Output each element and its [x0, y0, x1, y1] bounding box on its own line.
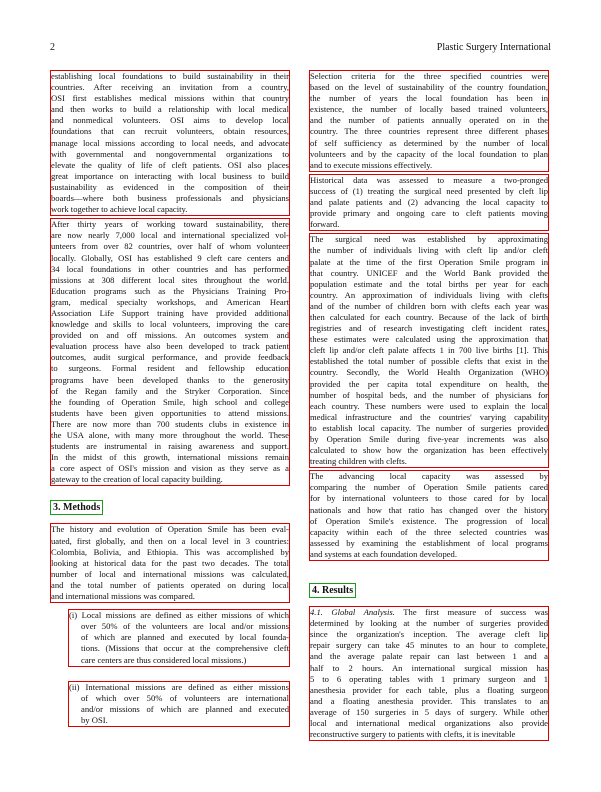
paragraph-growth [50, 218, 290, 486]
paragraph-historical-data [309, 174, 549, 231]
text-line: assessed by examining the establishment of local programs [310, 537, 548, 548]
text-line: these estimates were calculated using the approximation that [310, 334, 548, 345]
text-line: tions. (Missions that occur at the comprehensive cleft [81, 643, 289, 654]
text-line: In the midst of this growth, international missions remain [51, 452, 289, 463]
text-line: by Operation Smile during five-year increments was also [310, 434, 548, 444]
text-line: and of the number of children born with clefts each year was [310, 300, 548, 311]
text-line: Historical data was assessed to measure a two-pronged [310, 174, 548, 185]
text-line: success of (1) treating the surgical need presented by cleft lip [310, 185, 548, 196]
text-line: elevate the quality of life of cleft patients. OSI also places [51, 159, 289, 170]
text-line: existence, the number of locally based trained volunteers, [310, 104, 548, 115]
text-line: registries and of research investigating cleft incident rates, [310, 323, 548, 334]
paragraph-local-capacity [309, 470, 549, 561]
text-line: the number of individuals living with cleft lip and/or cleft [310, 245, 548, 256]
text-line: to establish local capacity. The number of surgeries provided [310, 422, 548, 433]
text-line: of which over 50% of volunteers are international [81, 692, 289, 703]
text-line: for by international volunteers to those cared for by local [310, 493, 548, 504]
subsection-lead-text: The first measure of success was [403, 607, 548, 618]
text-line: treating children with clefts. [310, 456, 407, 467]
list-item-international-missions [68, 681, 290, 727]
text-line: and the number of patients annually operated on in the [310, 115, 548, 126]
text-line: foundations that can recruit volunteers, obtain resources, [51, 126, 289, 137]
text-line: a core aspect of OSI's mission and vision as they serve as a [51, 463, 289, 474]
text-line: medical infrastructure and the countries' varying capability [310, 411, 548, 422]
right-column [309, 70, 549, 743]
text-line: palate at the time of the first Operation Smile program in [310, 256, 548, 267]
text-line: with governmental and nongovernmental organizations to [51, 148, 289, 159]
text-line: gram, medical specialty workshops, and American Heart [51, 296, 289, 307]
text-line: uated, first globally, and then on a local level in 3 countries: [51, 535, 289, 546]
text-line: cleft lip and/or cleft palate affects 1 in 700 live births [1]. This [310, 345, 548, 356]
methods-heading: 3. Methods [50, 500, 103, 515]
text-line: provided on and off missions. An outcomes system and [51, 330, 289, 341]
text-line: and/or missions of which are planned and executed [81, 703, 289, 714]
text-line: establishing local foundations to build sustainability in their [51, 71, 289, 81]
text-line: great importance on interacting with local business to build [51, 170, 289, 181]
text-line: volunteers and by the capacity of the local foundation to plan [310, 148, 548, 159]
text-line: evaluation process have also been developed to track patient [51, 341, 289, 352]
text-line: locally. Globally, OSI has established 9 cleft care centers and [51, 252, 289, 263]
text-line: the founding of Operation Smile, high school and college [51, 396, 289, 407]
text-line: to surgeons. Formal resident and fellowship education [51, 363, 289, 374]
text-line: manage local missions according to local needs, and advocate [51, 137, 289, 148]
text-line: nationals and how that ratio has changed over the history [310, 504, 548, 515]
text-line: care centers are thus considered local missions.) [81, 654, 247, 665]
text-line: calculated to show how the organization has been effectively [310, 445, 548, 456]
text-line: number of hospital beds, and the number of physicians for [310, 389, 548, 400]
text-line: and to execute missions effectively. [310, 159, 433, 170]
text-line: students are instrumental in raising awareness and support. [51, 441, 289, 452]
text-line: country. Secondly, the World Health Organization (WHO) [310, 367, 548, 378]
text-line: capacity within each of the three selected countries was [310, 526, 548, 537]
text-line: then calculated for each country. Because of the lack of birth [310, 311, 548, 322]
text-line: students have been given opportunities to attend missions. [51, 407, 289, 418]
text-line: The advancing local capacity was assessed by [310, 471, 548, 482]
text-line: local and international medical organizations also provide [310, 717, 548, 728]
text-line: are now nearly 7,000 local and international specialized vol- [51, 230, 289, 241]
text-line: and the average palate repair can last between 1 and a [310, 651, 548, 662]
text-line: and a floating anesthesia provider. This translates to an [310, 695, 548, 706]
text-line: 5 to 6 operating tables with 1 primary surgeon and 1 [310, 673, 548, 684]
text-line: forward. [310, 219, 340, 230]
text-line: 34 local foundations in other countries and has performed [51, 263, 289, 274]
text-line: work together to achieve local capacity. [51, 204, 188, 215]
text-line: unteers from over 82 countries, over half of whom volunteer [51, 241, 289, 252]
text-line: number of local and international missions was calculated, [51, 568, 289, 579]
text-line [310, 607, 548, 618]
text-line: and the total number of patients operated on during local [51, 579, 289, 590]
results-heading: 4. Results [309, 583, 356, 598]
text-line: average of 150 surgeries in 5 days of surgery. While other [310, 706, 548, 717]
text-line: (i) Local missions are defined as either missions of which [69, 610, 289, 621]
text-line: (ii) International missions are defined as either missions [69, 681, 289, 692]
text-line: and nonmedical volunteers. OSI aims to develop local [51, 115, 289, 126]
text-line: and then works to build a relationship with local medical [51, 104, 289, 115]
text-line: by OSI. [81, 714, 108, 725]
text-line: the USA alone, with many more throughout the world. These [51, 430, 289, 440]
text-line: boards—where both business professionals and physicians [51, 193, 289, 204]
text-line: sustainability as evidenced in the composition of their [51, 181, 289, 192]
paragraph-methods [50, 523, 290, 603]
text-line: countries. After receiving an invitation from a country, [51, 82, 289, 93]
text-line: determined by looking at the number of surgeries provided [310, 618, 548, 629]
text-line: that country. UNICEF and the World Bank provided the [310, 267, 548, 278]
text-line: established the total number of possible clefts that exist in the [310, 356, 548, 367]
text-line: and international missions was compared. [51, 591, 195, 602]
text-line: of the Regan family and the Stryker Corporation. Since [51, 385, 289, 396]
paragraph-intro-cont [50, 70, 290, 216]
journal-name: Plastic Surgery International [436, 42, 551, 53]
left-column [50, 70, 290, 733]
text-line: provided the per capita total expenditure on health, the [310, 378, 548, 389]
text-line: of Operation Smile's existence. The progression of local [310, 515, 548, 526]
text-line: outcomes, audit surgical performance, and provide feedback [51, 352, 289, 363]
list-item-local-missions [68, 609, 290, 666]
global-analysis-lines [310, 618, 548, 740]
text-line: country. An approximation of individuals living with clefts [310, 289, 548, 300]
text-line: OSI first establishes medical missions within that country [51, 93, 289, 104]
text-line: and palate patients and (2) advancing the local capacity to [310, 197, 548, 208]
text-line: There are now more than 700 students clubs in existence in [51, 418, 289, 429]
text-line: provide primary and ongoing care to cleft patients moving [310, 208, 548, 219]
text-line: gateway to the creation of local capacity building. [51, 474, 223, 485]
text-line: comparing the number of Operation Smile patients cared [310, 482, 548, 493]
text-line: the number of years the local foundation has been in [310, 93, 548, 104]
text-line: of self sufficiency as determined by the number of local [310, 137, 548, 148]
text-line: and systems at each foundation developed. [310, 548, 458, 559]
text-line: of which are planned and executed by local founda- [81, 632, 289, 643]
text-line: missions at 308 different local sites throughout the world. [51, 274, 289, 285]
text-line: half to 2 hours. An international surgical mission has [310, 662, 548, 673]
text-line: reconstructive surgery to patients with clefts, it is inevitable [310, 729, 516, 740]
text-line: population estimate and the total births per year for each [310, 278, 548, 289]
text-line: Association Life Support training have provided additional [51, 307, 289, 318]
text-line: repair surgery can take 45 minutes to an hour to complete, [310, 640, 548, 651]
text-line: country. The three countries represent three different phases [310, 126, 548, 137]
text-line: Selection criteria for the three specified countries were [310, 71, 548, 81]
text-line: The history and evolution of Operation Smile has been eval- [51, 524, 289, 535]
text-line: After thirty years of working toward sustainability, there [51, 219, 289, 230]
text-line: since the organization's inception. The average cleft lip [310, 629, 548, 640]
paragraph-global-analysis [309, 606, 549, 741]
subsection-heading: 4.1. Global Analysis. [310, 607, 395, 618]
text-line: over 50% of the volunteers are local and/or missions [81, 621, 289, 632]
text-line: programs have been developed thanks to the generosity [51, 374, 289, 385]
text-line: looking at historical data for the past two decades. The total [51, 557, 289, 568]
text-line: each country. These numbers were used to explain the local [310, 400, 548, 411]
paragraph-surgical-need [309, 233, 549, 468]
text-line: Colombia, Bolivia, and Ethiopia. This was accomplished by [51, 546, 289, 557]
page-number: 2 [50, 42, 55, 53]
text-line: The surgical need was established by approximating [310, 234, 548, 245]
text-line: anesthesia provider for each table, plus a floating surgeon [310, 684, 548, 695]
text-line: based on the level of sustainability of the country foundation, [310, 82, 548, 93]
paragraph-selection-criteria [309, 70, 549, 172]
text-line: knowledge and skills to local volunteers, improving the care [51, 319, 289, 330]
text-line: Education programs such as the Physicians Training Pro- [51, 285, 289, 296]
